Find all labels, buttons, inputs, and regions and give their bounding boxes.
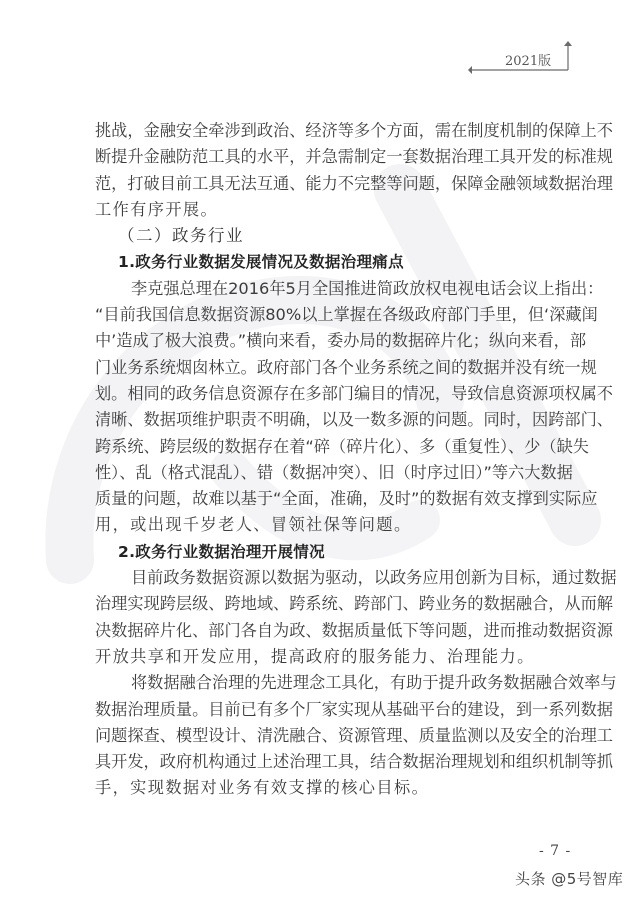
para2-line: 跨系统、跨层级的数据存在着“碎（碎片化）、多（重复性）、少（缺失 xyxy=(95,436,589,456)
para1-line: 工作有序开展。 xyxy=(95,199,219,219)
para2-line: 性）、乱（格式混乱）、错（数据冲突）、旧（时序过旧）”等六大数据 xyxy=(95,462,573,482)
para2-line: “目前我国信息数据资源80%以上掌握在各级政府部门手里，但‘深藏闺 xyxy=(95,305,598,325)
para2-line: 用，或出现千岁老人、冒领社保等问题。 xyxy=(95,515,412,535)
para1-line: 断提升金融防范工具的水平，并急需制定一套数据治理工具开发的标准规 xyxy=(95,147,613,167)
para4-line: 数据治理质量。目前已有多个厂家实现从基础平台的建设，到一系列数据 xyxy=(95,699,613,719)
para3-line: 目前政务数据资源以数据为驱动，以政务应用创新为目标，通过数据 xyxy=(131,568,617,588)
para2-line: 质量的问题，故难以基于“全面，准确，及时”的数据有效支撑到实际应 xyxy=(95,489,598,509)
section-heading: （二）政务行业 xyxy=(118,226,244,246)
para3-line: 治理实现跨层级、跨地域、跨系统、跨部门、跨业务的数据融合，从而解 xyxy=(95,594,613,614)
para4-line: 具开发，政府机构通过上述治理工具，结合数据治理规划和组织机制等抓 xyxy=(95,752,613,772)
para2-line: 中’造成了极大浪费。”横向来看，委办局的数据碎片化；纵向来看，部 xyxy=(95,331,587,351)
document-body xyxy=(95,118,617,802)
para4-line: 问题探查、模型设计、清洗融合、资源管理、质量监测以及安全的治理工 xyxy=(95,725,613,745)
subsection-heading-2: 2.政务行业数据治理开展情况 xyxy=(118,542,325,561)
para4-line: 将数据融合治理的先进理念工具化，有助于提升政务数据融合效率与 xyxy=(131,673,617,693)
para2-line: 划。相同的政务信息资源存在多部门编目的情况，导致信息资源项权属不 xyxy=(95,383,613,403)
para3-line: 开放共享和开发应用，提高政府的服务能力、治理能力。 xyxy=(95,646,535,666)
page-number: - 7 - xyxy=(539,843,572,859)
para3-line: 决数据碎片化、部门各自为政、数据质量低下等问题，进而推动数据资源 xyxy=(95,620,613,640)
edition-label: 2021版 xyxy=(505,54,552,69)
para4-line: 手，实现数据对业务有效支撑的核心目标。 xyxy=(95,778,430,798)
para2-line: 李克强总理在2016年5月全国推进简政放权电视电话会议上指出： xyxy=(131,278,604,298)
para2-line: 门业务系统烟囱林立。政府部门各个业务系统之间的数据并没有统一规 xyxy=(95,357,597,377)
para1-line: 挑战，金融安全牵涉到政治、经济等多个方面，需在制度机制的保障上不 xyxy=(95,121,613,140)
subsection-heading-1: 1.政务行业数据发展情况及数据治理痛点 xyxy=(118,253,404,272)
para2-line: 清晰、数据项维护职责不明确，以及一数多源的问题。同时，因跨部门、 xyxy=(95,410,613,430)
para1-line: 范，打破目前工具无法互通、能力不完整等问题，保障金融领域数据治理 xyxy=(95,173,613,193)
source-watermark: 头条 @5号智库 xyxy=(515,870,624,888)
